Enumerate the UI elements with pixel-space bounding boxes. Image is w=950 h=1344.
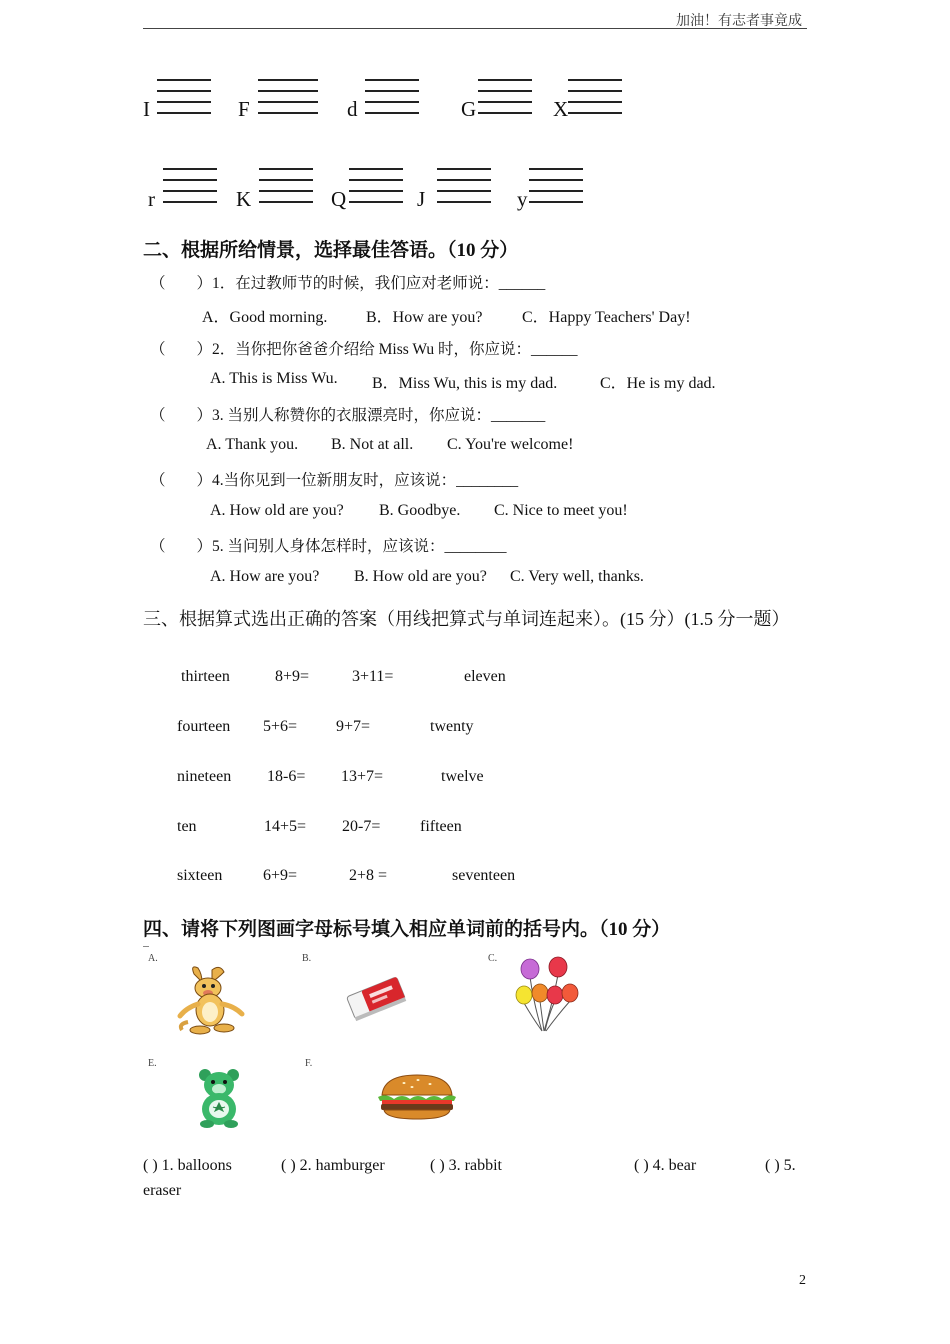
fill-item-balloons: ( ) 1. balloons — [143, 1157, 232, 1174]
question-5-option-c: C. Very well, thanks. — [510, 568, 644, 585]
picture-label-a: A. — [148, 953, 158, 964]
question-5-stem: （ ）5. 当问别人身体怎样时，应该说：________ — [150, 538, 507, 555]
picture-label-f: F. — [305, 1058, 313, 1069]
four-line-grid — [157, 79, 211, 115]
hamburger-icon — [376, 1073, 458, 1121]
fill-item-eraser: ( ) 5. — [765, 1157, 796, 1174]
rabbit-icon — [172, 962, 252, 1042]
page-number: 2 — [799, 1273, 806, 1288]
question-2-stem: （ ）2．当你把你爸爸介绍给 Miss Wu 时，你应说：______ — [150, 341, 578, 358]
four-line-grid — [349, 168, 403, 204]
match-equation: 5+6= — [263, 718, 298, 735]
page-header-motto: 加油！有志者事竟成 — [676, 14, 802, 29]
picture-label-c: C. — [488, 953, 498, 964]
fill-item-hamburger: ( ) 2. hamburger — [281, 1157, 385, 1174]
eraser-icon — [343, 972, 409, 1024]
picture-label-e: E. — [148, 1058, 157, 1069]
question-1-option-c: C．Happy Teachers' Day! — [522, 309, 691, 326]
question-3-stem: （ ）3. 当别人称赞你的衣服漂亮时，你应说：_______ — [150, 407, 546, 424]
picture-label-b: B. — [302, 953, 312, 964]
match-equation: 14+5= — [264, 818, 307, 835]
match-equation: 6+9= — [263, 867, 298, 884]
match-equation: 18-6= — [267, 768, 306, 785]
letter-row2-5: y — [517, 187, 528, 211]
match-word-left: nineteen — [177, 768, 232, 785]
four-line-grid — [529, 168, 583, 204]
question-4-option-b: B. Goodbye. — [379, 502, 461, 519]
question-3-option-b: B. Not at all. — [331, 436, 414, 453]
question-3-option-a: A. Thank you. — [206, 436, 299, 453]
question-1-option-a: A．Good morning. — [202, 309, 328, 326]
letter-row1-1: I — [143, 97, 150, 121]
four-line-grid — [365, 79, 419, 115]
question-5-option-a: A. How are you? — [210, 568, 320, 585]
match-word-right: twenty — [430, 718, 474, 735]
match-word-right: fifteen — [420, 818, 462, 835]
fill-item-bear: ( ) 4. bear — [634, 1157, 697, 1174]
match-equation: 13+7= — [341, 768, 384, 785]
question-5-option-b: B. How old are you? — [354, 568, 487, 585]
question-3-option-c: C. You're welcome! — [447, 436, 574, 453]
letter-row2-3: Q — [331, 187, 347, 211]
match-word-left: sixteen — [177, 867, 223, 884]
section3-title: 三、根据算式选出正确的答案（用线把算式与单词连起来）。(15 分）(1.5 分一题） — [143, 609, 790, 629]
question-2-option-b: B．Miss Wu, this is my dad. — [372, 375, 558, 392]
letter-row1-2: F — [238, 97, 250, 121]
match-word-left: ten — [177, 818, 197, 835]
match-word-right: seventeen — [452, 867, 516, 884]
letter-row2-1: r — [148, 187, 155, 211]
match-word-right: eleven — [464, 668, 506, 685]
question-4-stem: （ ）4.当你见到一位新朋友时，应该说：________ — [150, 472, 519, 489]
match-equation: 8+9= — [275, 668, 310, 685]
match-equation: 3+11= — [352, 668, 394, 685]
question-2-option-c: C．He is my dad. — [600, 375, 716, 392]
match-word-left: fourteen — [177, 718, 231, 735]
four-line-grid — [259, 168, 313, 204]
small-dash — [143, 946, 149, 947]
match-equation: 9+7= — [336, 718, 371, 735]
question-2-option-a: A. This is Miss Wu. — [210, 370, 338, 387]
letter-row2-4: J — [417, 187, 426, 211]
match-word-right: twelve — [441, 768, 484, 785]
letter-row1-4: G — [461, 97, 477, 121]
header-rule — [143, 28, 807, 29]
letter-row1-5: X — [553, 97, 569, 121]
balloons-icon — [514, 955, 584, 1035]
four-line-grid — [568, 79, 622, 115]
question-1-option-b: B．How are you? — [366, 309, 483, 326]
four-line-grid — [478, 79, 532, 115]
question-4-option-a: A. How old are you? — [210, 502, 344, 519]
match-word-left: thirteen — [181, 668, 230, 685]
four-line-grid — [437, 168, 491, 204]
match-equation: 2+8 = — [349, 867, 388, 884]
match-equation: 20-7= — [342, 818, 381, 835]
section4-title: 四、请将下列图画字母标号填入相应单词前的括号内。（10 分） — [143, 919, 671, 940]
fill-item-eraser-word: eraser — [143, 1182, 182, 1199]
four-line-grid — [163, 168, 217, 204]
bear-icon — [193, 1067, 245, 1129]
fill-item-rabbit: ( ) 3. rabbit — [430, 1157, 502, 1174]
letter-row2-2: K — [236, 187, 252, 211]
section2-title: 二、根据所给情景，选择最佳答语。（10 分） — [143, 240, 519, 261]
question-1-stem: （ ）1．在过教师节的时候，我们应对老师说：______ — [150, 275, 546, 292]
letter-row1-3: d — [347, 97, 358, 121]
four-line-grid — [258, 79, 318, 115]
question-4-option-c: C. Nice to meet you! — [494, 502, 628, 519]
